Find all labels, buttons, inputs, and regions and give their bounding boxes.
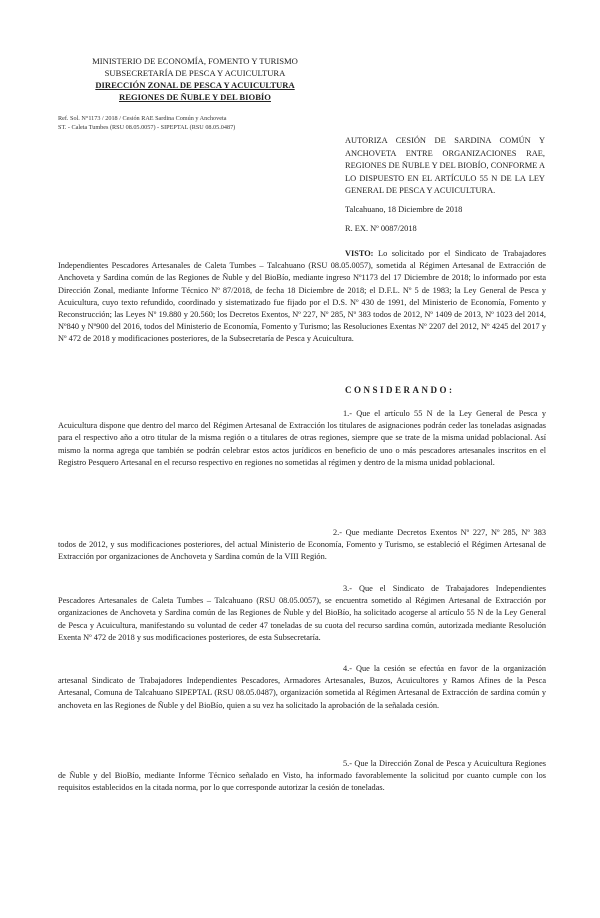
- resolution-subject: AUTORIZA CESIÓN DE SARDINA COMÚN Y ANCHOVETA ENTRE ORGANIZACIONES RAE, REGIONES DE ÑUBLE Y DEL BIOBÍO, CONFORME A LO DISPUESTO EN EL ARTÍCULO 55 N DE LA LEY GENERAL DE PESCA Y ACUICULTURA.: [345, 136, 545, 195]
- considerando-item-5: 5.- Que la Dirección Zonal de Pesca y Acuicultura Regiones de Ñuble y del BioBío, mediante Informe Técnico señalado en Visto, ha informado favorablemente la solicitud por cuanto cumple con los requisitos establecidos en la citada norma, por lo que corresponde autorizar la cesión de toneladas.: [58, 759, 546, 793]
- considerando-item-3: 3.- Que el Sindicato de Trabajadores Independientes Pescadores Artesanales de Caleta Tumbes – Talcahuano (RSU 08.05.0057), se encuentra sometido al Régimen Artesanal de Extracción por organizaciones de Anchoveta y Sardina común de las Regiones de Ñuble y del BioBío, ha solicitado acogerse al artículo 55 N de la Ley General de Pesca y Acuicultura, manifestando su voluntad de ceder 47 toneladas de su cuota del recurso sardina común, autorizada mediante Resolución Exenta Nº 472 de 2018 y sus modificaciones posteriores, de esta Subsecretaría.: [58, 584, 546, 642]
- considerando-title: CONSIDERANDO:: [345, 385, 455, 395]
- reference-line-2: ST. - Caleta Tumbes (RSU 08.05.0057) - SIPEPTAL (RSU 08.05.0487): [58, 124, 236, 131]
- undersecretary-name: SUBSECRETARÍA DE PESCA Y ACUICULTURA: [104, 68, 286, 78]
- regions-name: REGIONES DE ÑUBLE Y DEL BIOBÍO: [119, 92, 271, 102]
- considerando-item-2: 2.- Que mediante Decretos Exentos Nº 227, Nº 285, Nº 383 todos de 2012, y sus modificaciones posteriores, del actual Ministerio de Economía, Fomento y Turismo, se estableció el Régimen Artesanal de Extracción por organizaciones de Anchoveta y Sardina común de la VIII Región.: [58, 528, 546, 562]
- ministry-name: MINISTERIO DE ECONOMÍA, FOMENTO Y TURISMO: [92, 56, 298, 66]
- considerando-item-1: 1.- Que el artículo 55 N de la Ley General de Pesca y Acuicultura dispone que dentro del marco del Régimen Artesanal de Extracción los titulares de asignaciones podrán ceder las toneladas asignadas para el respectivo año a otro titular de la misma región o a titulares de otras regiones, siempre que se trate de la misma unidad poblacional. Así mismo la norma agrega que también se podrán celebrar estos actos jurídicos en beneficio de uno o más pescadores artesanales inscritos en el Registro Pesquero Artesanal en el recurso respectivo en regiones no sometidas al régimen y dentro de la misma unidad poblacional.: [58, 409, 546, 467]
- letterhead: [70, 55, 320, 103]
- considerando-item-4: 4.- Que la cesión se efectúa en favor de la organización artesanal Sindicato de Trabajadores Independientes Pescadores, Armadores Artesanales, Buzos, Acuicultores y Ramos Afines de la Pesca Artesanal, Comuna de Talcahuano SIPEPTAL (RSU 08.05.0487), organización sometida al Régimen Artesanal de Extracción de sardina común y anchoveta en las Regiones de Ñuble y del BioBío, quien a su vez ha solicitado la aprobación de la señalada cesión.: [58, 664, 546, 710]
- zonal-directorate-name: DIRECCIÓN ZONAL DE PESCA Y ACUICULTURA: [95, 80, 295, 90]
- visto-label: VISTO:: [345, 249, 374, 258]
- visto-text: Lo solicitado por el Sindicato de Trabajadores Independientes Pescadores Artesanales de Caleta Tumbes – Talcahuano (RSU 08.05.0057), sometida al Régimen Artesanal de Extracción de Anchoveta y Sardina común de las Regiones de Ñuble y del BioBío, mediante ingreso Nº1173 del 17 Diciembre de 2018; lo informado por esta Dirección Zonal, mediante Informe Técnico Nº 87/2018, de fecha 18 Diciembre de 2018; el D.F.L. Nº 5 de 1983; la Ley General de Pesca y Acuicultura, cuyo texto refundido, coordinado y sistematizado fue fijado por el D.S. Nº 430 de 1991, del Ministerio de Economía, Fomento y Reconstrucción; las Leyes Nº 19.880 y 20.560; los Decretos Exentos, Nº 227, Nº 285, Nº 383 todos de 2012, Nº 1409 de 2013, Nº 1023 del 2014, Nº840 y Nº900 del 2016, todos del Ministerio de Economía, Fomento y Turismo; las Resoluciones Exentas Nº 2207 del 2012, Nº 4245 del 2017 y Nº 472 de 2018 y modificaciones posteriores, de la Subsecretaría de Pesca y Acuicultura.: [58, 249, 546, 344]
- resolution-date: Talcahuano, 18 Diciembre de 2018: [345, 205, 463, 214]
- resolution-number: R. EX. Nº 0087/2018: [345, 224, 417, 233]
- visto-paragraph: [58, 248, 546, 346]
- reference-line-1: Ref. Sol. N°1173 / 2018 / Cesión RAE Sardina Común y Anchoveta: [58, 115, 227, 122]
- reference-block: [58, 114, 235, 132]
